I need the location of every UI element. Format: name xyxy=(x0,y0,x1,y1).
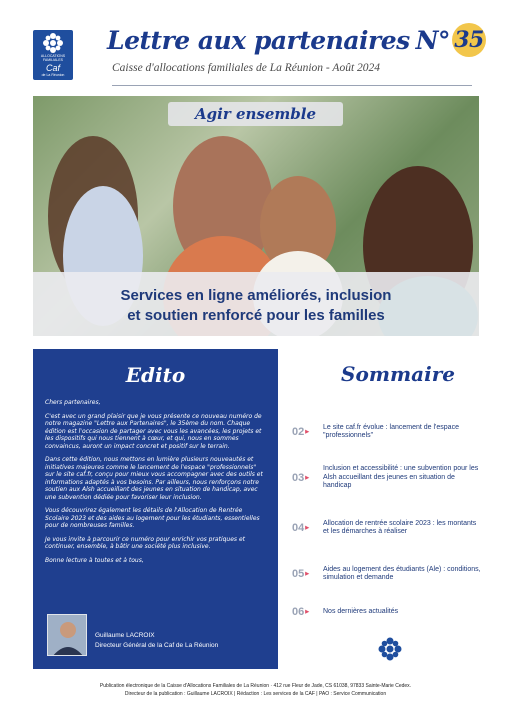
edito-panel xyxy=(33,349,278,669)
sommaire-page-number: 05 xyxy=(292,568,305,580)
signatory-photo xyxy=(47,614,87,656)
sommaire-item[interactable] xyxy=(292,412,482,452)
hero-caption-line-1: Services en ligne améliorés, inclusion xyxy=(120,287,392,304)
subtitle: Caisse d'allocations familiales de La Réunion - Août 2024 xyxy=(112,62,381,74)
hero-caption xyxy=(33,286,479,326)
issue-number: 35 xyxy=(452,23,486,57)
sommaire-item[interactable] xyxy=(292,458,482,498)
sommaire-item-text: Le site caf.fr évolue : lancement de l'espace "professionnels" xyxy=(323,423,459,439)
edito-paragraph: Chers partenaires, xyxy=(45,399,101,406)
arrow-right-icon: ▶ xyxy=(305,571,310,577)
sommaire-page xyxy=(292,508,317,548)
number-prefix: N° xyxy=(415,25,451,55)
logo-line-1: ALLOCATIONS xyxy=(40,54,66,58)
logo-region: de La Réunion xyxy=(41,73,65,77)
edito-body xyxy=(45,399,267,570)
edito-title: Edito xyxy=(125,363,186,387)
caf-flower-icon xyxy=(376,636,404,662)
sommaire-page-number: 02 xyxy=(292,426,305,438)
sommaire-item[interactable] xyxy=(292,508,482,548)
sommaire-item-text: Allocation de rentrée scolaire 2023 : les montants et les démarches à réaliser xyxy=(323,519,477,535)
hero-image xyxy=(33,96,479,336)
sommaire-page-number: 04 xyxy=(292,522,305,534)
sommaire-item[interactable] xyxy=(292,592,482,632)
footer-line-1: Publication électronique de la Caisse d'Allocations Familiales de La Réunion · 412 rue Fleur de Jade, CS 61038, 97833 Sainte-Marie Cedex. xyxy=(99,683,412,689)
caf-logo xyxy=(33,30,73,80)
sommaire-item[interactable] xyxy=(292,554,482,594)
newsletter-title xyxy=(107,22,486,58)
header xyxy=(0,0,511,96)
logo-caf: Caf xyxy=(45,63,60,73)
hero-caption-line-2: et soutien renforcé pour les familles xyxy=(127,307,385,324)
sommaire-item-text: Aides au logement des étudiants (Ale) : conditions, simulation et demande xyxy=(323,565,481,581)
sommaire-page xyxy=(292,592,317,632)
logo-line-2: FAMILIALES xyxy=(42,58,64,62)
sommaire-item-text: Nos dernières actualités xyxy=(323,607,399,615)
edito-paragraph: Bonne lecture à toutes et à tous, xyxy=(45,556,144,564)
header-divider xyxy=(112,85,472,86)
signatory-name: Guillaume LACROIX xyxy=(95,632,155,639)
sommaire-page xyxy=(292,412,317,452)
footer xyxy=(0,682,511,698)
caf-flower-icon xyxy=(40,32,66,54)
section-band: Agir ensemble xyxy=(168,102,343,126)
sommaire-page xyxy=(292,554,317,594)
edito-paragraph: Vous découvrirez également les détails de l'Allocation de Rentrée Scolaire 2023 et des aides au logement pour les étudiants, essentielles pour de nombreuses familles. xyxy=(45,507,260,529)
arrow-right-icon: ▶ xyxy=(305,609,310,615)
edito-paragraph: Dans cette édition, nous mettons en lumière plusieurs nouveautés et initiatives majeures comme le lancement de l'espace "professionnels" sur le site caf.fr, conçu pour mieux vous accompagner avec des outils et informations adaptés à vos besoins. Par ailleurs, nous renforçons notre soutien aux Alsh accueillant des jeunes en situation de handicap, avec une subvention dédiée pour favoriser leur inclusion. xyxy=(45,456,263,501)
sommaire-item-text: Inclusion et accessibilité : une subvention pour les Alsh accueillant des jeunes en situation de handicap xyxy=(323,465,479,490)
edito-paragraph: Je vous invite à parcourir ce numéro pour enrichir vos pratiques et continuer, ensemble, à bâtir une société plus inclusive. xyxy=(45,535,245,550)
arrow-right-icon: ▶ xyxy=(305,429,310,435)
arrow-right-icon: ▶ xyxy=(305,475,310,481)
sommaire-page-number: 06 xyxy=(292,606,305,618)
sommaire-title: Sommaire xyxy=(341,362,455,386)
sommaire-page-number: 03 xyxy=(292,472,305,484)
footer-line-2: Directeur de la publication : Guillaume LACROIX | Rédaction : Les services de la CAF | PAO : Service Communication xyxy=(124,691,387,697)
sommaire-page xyxy=(292,458,317,498)
arrow-right-icon: ▶ xyxy=(305,525,310,531)
title-text: Lettre aux partenaires xyxy=(107,25,410,55)
signatory-role: Directeur Général de la Caf de La Réunion xyxy=(95,642,219,649)
edito-paragraph: C'est avec un grand plaisir que je vous présente ce nouveau numéro de notre magazine "Lettre aux Partenaires", le 35ème du nom. Chaque édition est l'occasion de partager avec vous les avancées, les projets et les dispositifs qui nous tiennent à cœur, et qui, nous en sommes convaincus, auront un impact concret et positif sur le terrain. xyxy=(45,412,262,450)
portrait-icon xyxy=(48,615,87,656)
